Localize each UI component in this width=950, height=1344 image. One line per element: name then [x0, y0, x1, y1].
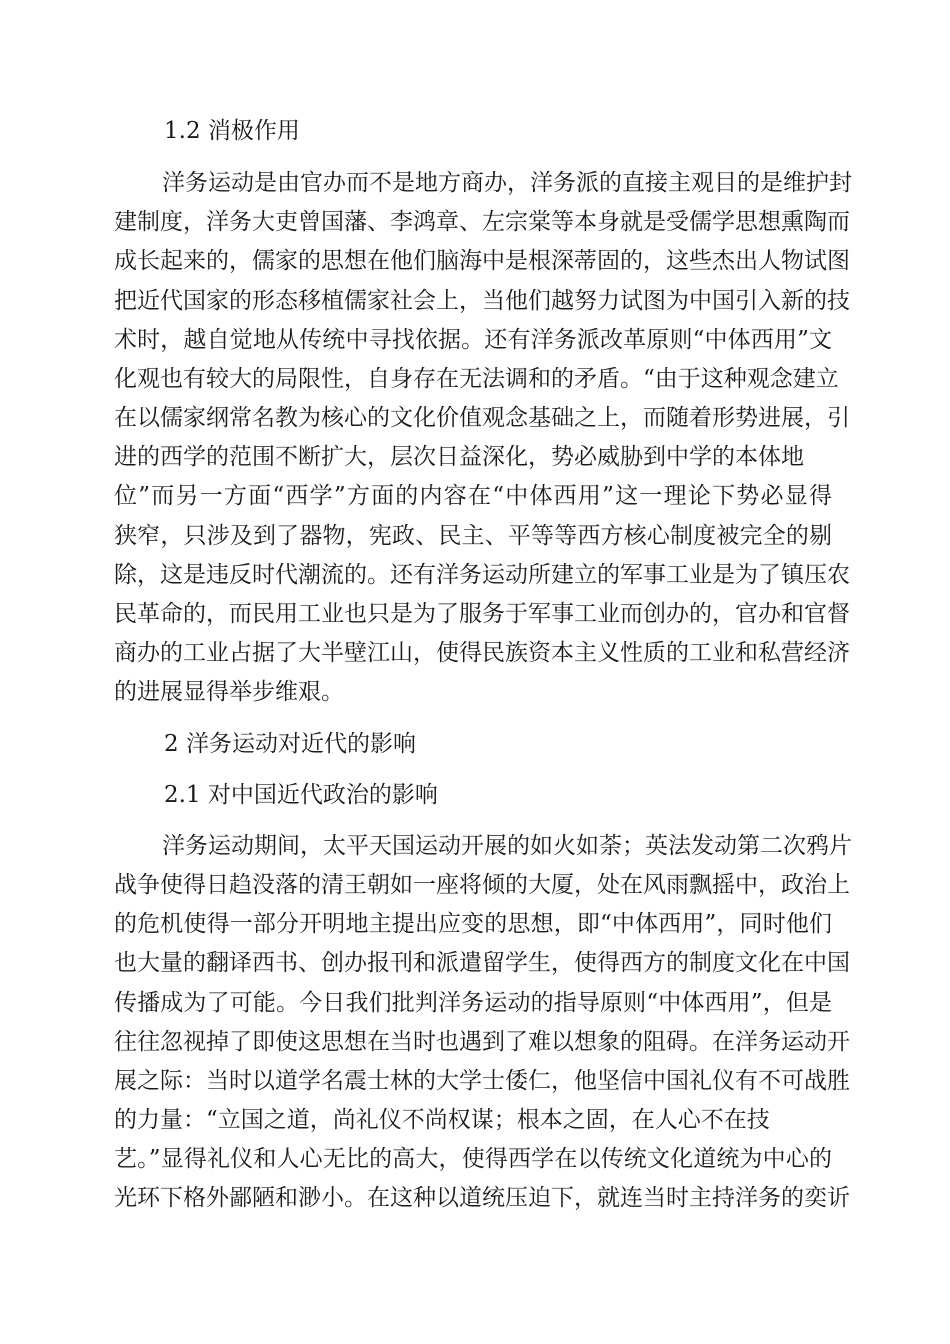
- paragraph-line: 往往忽视掉了即使这思想在当时也遇到了难以想象的阻碍。在洋务运动开: [114, 1029, 850, 1055]
- section-heading-2-1: 2.1 对中国近代政治的影响: [164, 782, 438, 808]
- section-heading-2: 2 洋务运动对近代的影响: [164, 731, 416, 757]
- paragraph-line: 在以儒家纲常名教为核心的文化价值观念基础之上，而随着形势进展，引: [114, 405, 850, 431]
- paragraph-line: 商办的工业占据了大半壁江山，使得民族资本主义性质的工业和私营经济: [114, 640, 850, 666]
- paragraph-line: 光环下格外鄙陋和渺小。在这种以道统压迫下，就连当时主持洋务的奕䜣: [114, 1185, 850, 1211]
- paragraph-line: 洋务运动期间，太平天国运动开展的如火如荼；英法发动第二次鸦片: [162, 833, 852, 859]
- paragraph-line: 成长起来的，儒家的思想在他们脑海中是根深蒂固的，这些杰出人物试图: [114, 248, 850, 274]
- paragraph-line: 除，这是违反时代潮流的。还有洋务运动所建立的军事工业是为了镇压农: [114, 562, 850, 588]
- paragraph-line: 建制度，洋务大吏曾国藩、李鸿章、左宗棠等本身就是受儒学思想熏陶而: [114, 209, 850, 235]
- paragraph-line: 的进展显得举步维艰。: [114, 679, 344, 705]
- paragraph-line: 传播成为了可能。今日我们批判洋务运动的指导原则“中体西用”，但是: [114, 990, 832, 1016]
- paragraph-line: 化观也有较大的局限性，自身存在无法调和的矛盾。“由于这种观念建立: [114, 366, 839, 392]
- paragraph-line: 的力量：“立国之道，尚礼仪不尚权谋；根本之固，在人心不在技: [114, 1107, 770, 1133]
- paragraph-line: 洋务运动是由官办而不是地方商办，洋务派的直接主观目的是维护封: [162, 170, 852, 196]
- paragraph-line: 术时，越自觉地从传统中寻找依据。还有洋务派改革原则“中体西用”文: [114, 327, 832, 353]
- paragraph-line: 位”而另一方面“西学”方面的内容在“中体西用”这一理论下势必显得: [114, 483, 832, 509]
- paragraph-line: 民革命的，而民用工业也只是为了服务于军事工业而创办的，官办和官督: [114, 601, 850, 627]
- paragraph-line: 艺。”显得礼仪和人心无比的高大，使得西学在以传统文化道统为中心的: [114, 1146, 832, 1172]
- paragraph-line: 也大量的翻译西书、创办报刊和派遣留学生，使得西方的制度文化在中国: [114, 950, 850, 976]
- section-heading-1-2: 1.2 消极作用: [164, 118, 300, 144]
- paragraph-line: 狭窄，只涉及到了器物，宪政、民主、平等等西方核心制度被完全的剔: [114, 523, 832, 549]
- paragraph-line: 进的西学的范围不断扩大，层次日益深化，势必威胁到中学的本体地: [114, 444, 804, 470]
- paragraph-line: 战争使得日趋没落的清王朝如一座将倾的大厦，处在风雨飘摇中，政治上: [114, 872, 850, 898]
- paragraph-line: 的危机使得一部分开明地主提出应变的思想，即“中体西用”，同时他们: [114, 911, 832, 937]
- paragraph-line: 展之际：当时以道学名震士林的大学士倭仁，他坚信中国礼仪有不可战胜: [114, 1068, 850, 1094]
- paragraph-line: 把近代国家的形态移植儒家社会上，当他们越努力试图为中国引入新的技: [114, 288, 850, 314]
